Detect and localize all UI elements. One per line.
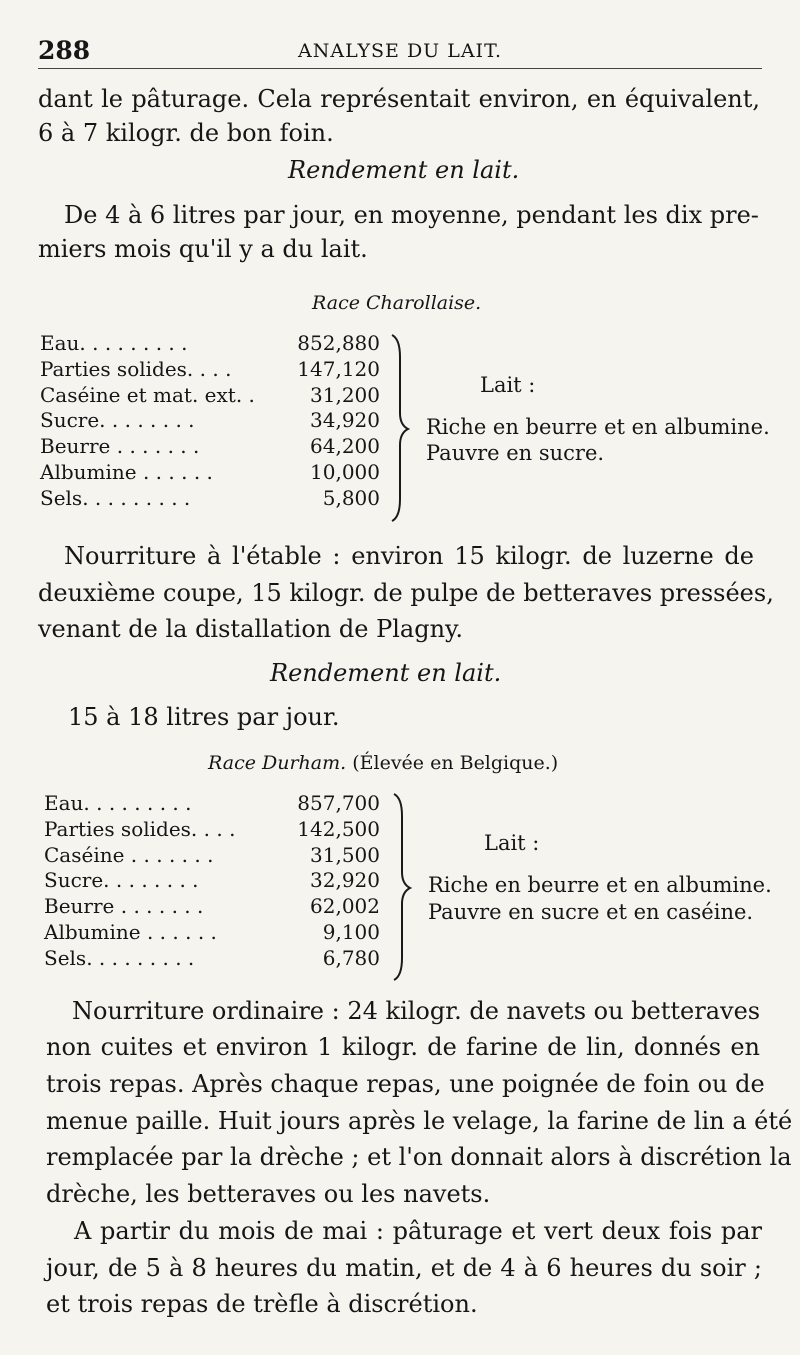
text-line: Nourriture ordinaire : 24 kilogr. de navets ou betteraves (72, 997, 761, 1025)
text-line: A partir du mois de mai : pâturage et vert deux fois par (74, 1217, 762, 1245)
row-label: Sels. . . . . . . . . (40, 485, 191, 510)
text-line: remplacée par la drèche ; et l'on donnait alors à discrétion la (46, 1143, 792, 1171)
row-label: Caséine et mat. ext. . (40, 382, 255, 407)
lait-note: Pauvre en sucre et en caséine. (428, 900, 754, 924)
row-value: 9,100 (322, 919, 380, 944)
table-row (40, 383, 380, 409)
text-line: menue paille. Huit jours après le velage, la farine de lin a été (46, 1107, 793, 1135)
table-row (40, 486, 380, 512)
text-line: drèche, les betteraves ou les navets. (46, 1180, 491, 1208)
page-number: 288 (38, 36, 91, 65)
race-title: Race Charollaise. (312, 292, 482, 314)
text-line: deuxième coupe, 15 kilogr. de pulpe de betteraves pressées, (38, 579, 774, 607)
lait-label: Lait : (484, 831, 540, 855)
brace-icon (388, 333, 414, 523)
row-label: Beurre . . . . . . . (44, 894, 204, 919)
race-title-line (208, 748, 558, 778)
text-line: miers mois qu'il y a du lait. (38, 235, 368, 263)
row-label: Sucre. . . . . . . . (44, 868, 199, 893)
row-value: 34,920 (310, 408, 380, 433)
composition-table (40, 331, 380, 512)
text-line: De 4 à 6 litres par jour, en moyenne, pendant les dix pre- (64, 201, 759, 229)
table-row (40, 408, 380, 434)
lait-note: Riche en beurre et en albumine. (428, 873, 772, 897)
text-line: jour, de 5 à 8 heures du matin, et de 4 à 6 heures du soir ; (46, 1254, 762, 1282)
lait-note: Pauvre en sucre. (426, 441, 605, 465)
running-title: ANALYSE DU LAIT. (298, 40, 502, 62)
row-value: 852,880 (297, 331, 380, 355)
row-value: 64,200 (310, 434, 380, 459)
row-label: Beurre . . . . . . . (40, 434, 200, 459)
table-row (44, 920, 380, 946)
section-heading: Rendement en lait. (270, 659, 502, 687)
row-value: 857,700 (297, 791, 380, 815)
lait-label: Lait : (480, 373, 536, 397)
row-value: 147,120 (297, 356, 380, 381)
row-value: 62,002 (310, 894, 380, 919)
race-title: Race Durham. (208, 752, 347, 774)
row-value: 31,200 (310, 382, 380, 407)
row-value: 10,000 (310, 459, 380, 484)
row-label: Parties solides. . . . (44, 816, 236, 841)
table-row (44, 946, 380, 972)
row-label: Sels. . . . . . . . . (44, 945, 195, 970)
text-line: venant de la distallation de Plagny. (38, 615, 464, 643)
race-origin: (Élevée en Belgique.) (352, 752, 559, 774)
row-label: Albumine . . . . . . (40, 459, 213, 484)
row-value: 5,800 (322, 485, 380, 510)
row-label: Eau. . . . . . . . . (40, 331, 188, 355)
text-line: et trois repas de trèfle à discrétion. (46, 1290, 478, 1318)
section-heading: Rendement en lait. (288, 156, 520, 184)
text-line: 15 à 18 litres par jour. (68, 703, 340, 731)
row-value: 31,500 (310, 842, 380, 867)
table-row (40, 357, 380, 383)
row-label: Eau. . . . . . . . . (44, 791, 192, 815)
row-value: 142,500 (297, 816, 380, 841)
row-label: Parties solides. . . . (40, 356, 232, 381)
brace-icon (390, 792, 416, 982)
composition-table (44, 791, 380, 972)
text-line: 6 à 7 kilogr. de bon foin. (38, 119, 334, 147)
row-value: 32,920 (310, 868, 380, 893)
row-value: 6,780 (322, 945, 380, 970)
text-line: trois repas. Après chaque repas, une poignée de foin ou de (46, 1070, 765, 1098)
table-row (44, 894, 380, 920)
row-label: Albumine . . . . . . (44, 919, 217, 944)
row-label: Sucre. . . . . . . . (40, 408, 195, 433)
table-row (44, 791, 380, 817)
row-label: Caséine . . . . . . . (44, 842, 214, 867)
text-line: Nourriture à l'étable : environ 15 kilogr. de luzerne de (64, 542, 754, 570)
table-row (44, 843, 380, 869)
text-line: non cuites et environ 1 kilogr. de farine de lin, donnés en (46, 1033, 760, 1061)
text-line: dant le pâturage. Cela représentait environ, en équivalent, (38, 85, 760, 113)
table-row (40, 434, 380, 460)
table-row (40, 331, 380, 357)
lait-note: Riche en beurre et en albumine. (426, 415, 770, 439)
page-header (38, 32, 762, 69)
table-row (40, 460, 380, 486)
table-row (44, 868, 380, 894)
table-row (44, 817, 380, 843)
